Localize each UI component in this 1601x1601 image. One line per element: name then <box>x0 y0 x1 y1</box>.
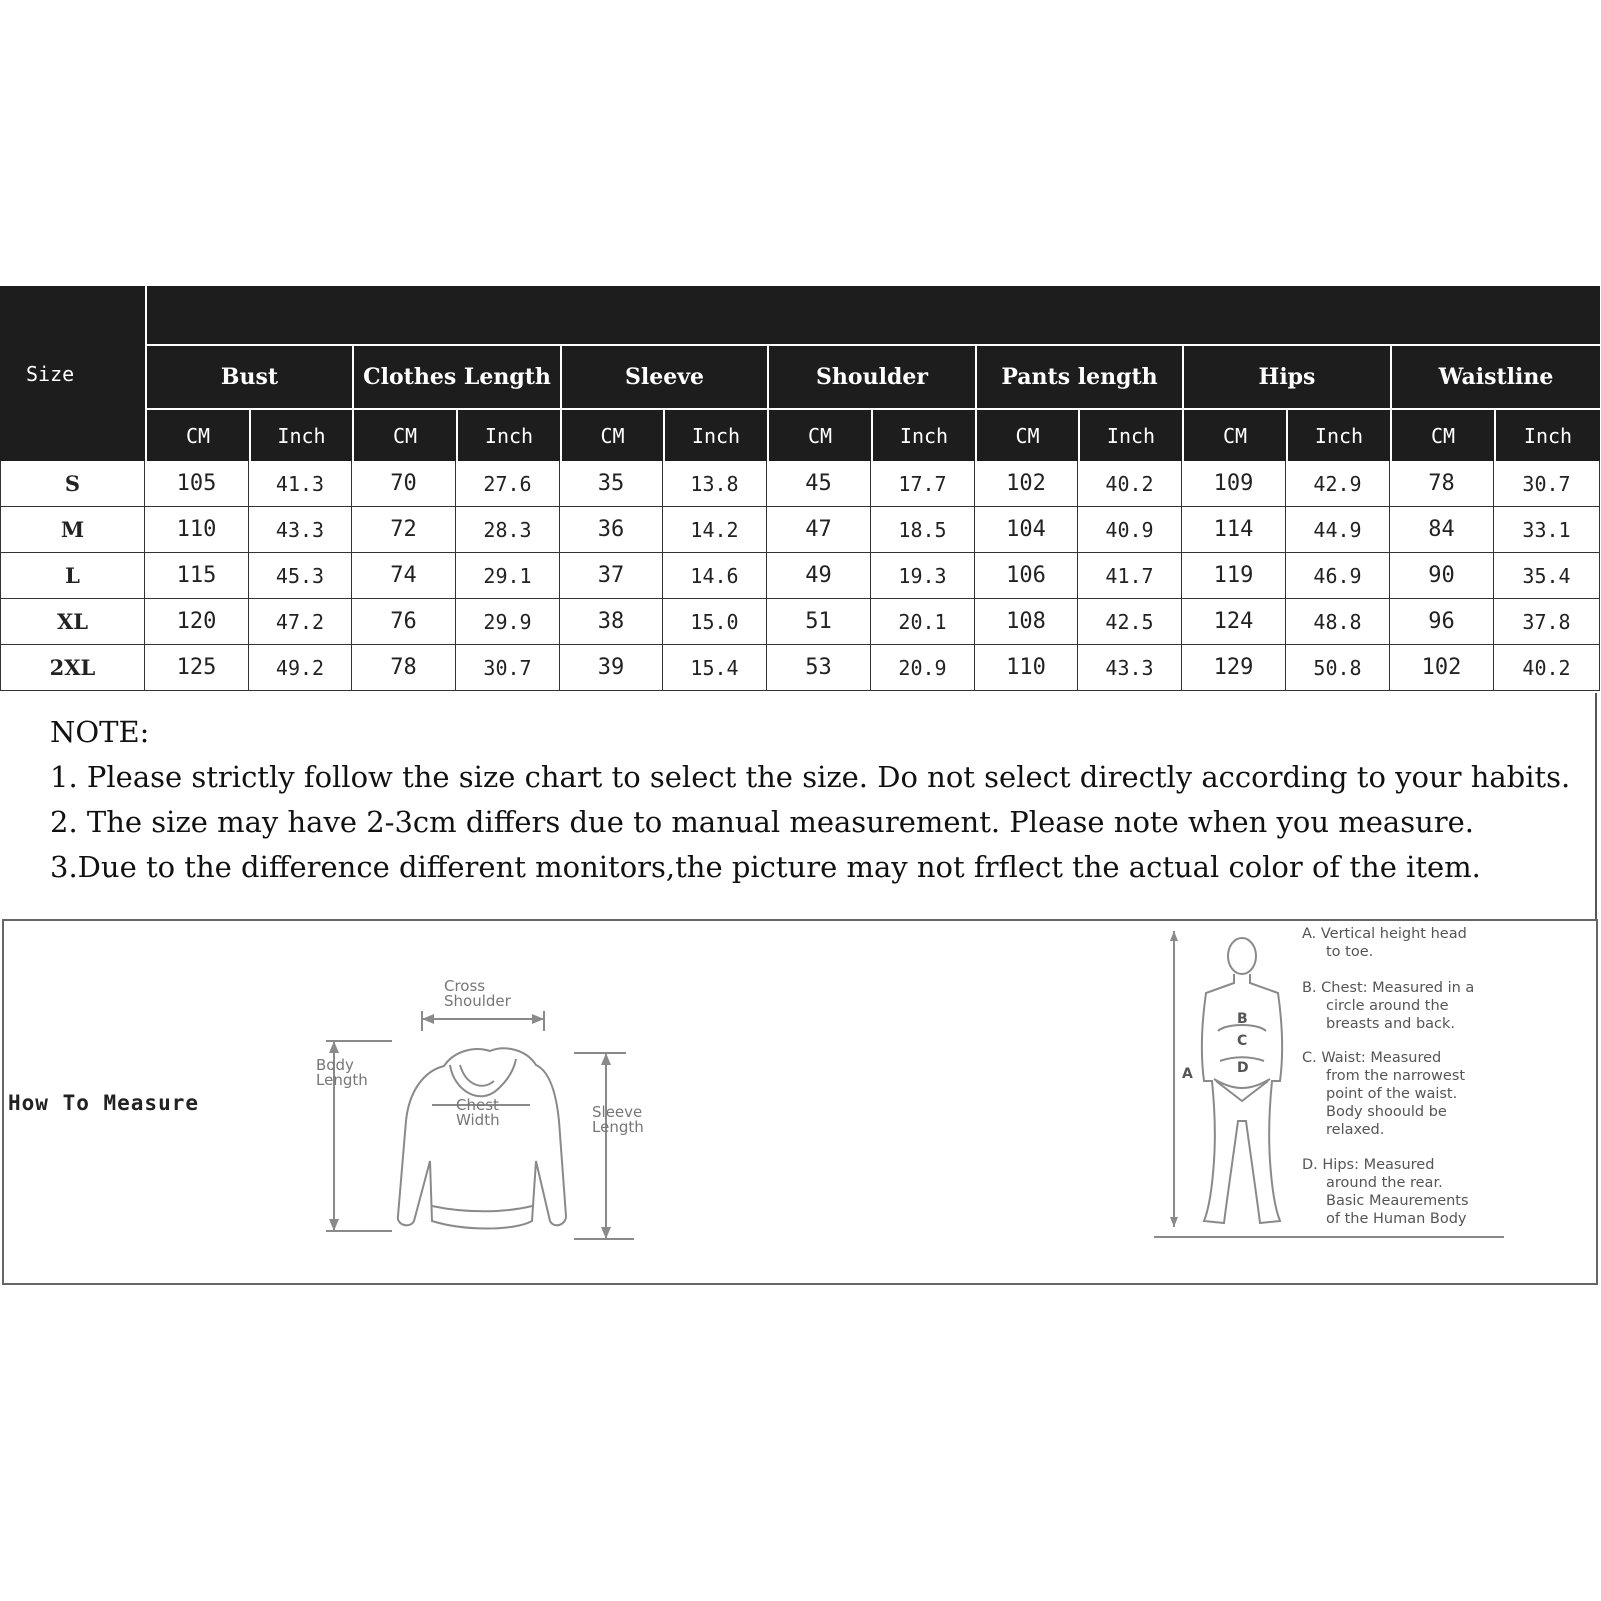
size-label-cell: S <box>0 461 145 507</box>
table-cell: 45 <box>767 461 871 507</box>
legend-item-line: Body shoould be <box>1326 1104 1447 1120</box>
table-cell: 30.7 <box>1494 461 1600 507</box>
table-cell: 14.6 <box>663 553 767 599</box>
size-column-header: Size <box>26 361 75 386</box>
table-cell: 47.2 <box>249 599 352 645</box>
table-cell: 78 <box>1390 461 1494 507</box>
table-cell: 106 <box>975 553 1078 599</box>
table-cell: 90 <box>1390 553 1494 599</box>
unit-header-inch: Inch <box>1286 408 1390 461</box>
column-group-header: Bust <box>145 344 352 408</box>
table-cell: 115 <box>145 553 249 599</box>
unit-header-inch: Inch <box>1078 408 1182 461</box>
table-cell: 15.0 <box>663 599 767 645</box>
unit-header-cm: CM <box>560 408 663 461</box>
table-cell: 102 <box>975 461 1078 507</box>
table-cell: 104 <box>975 507 1078 553</box>
table-cell: 44.9 <box>1286 507 1390 553</box>
unit-header-inch: Inch <box>1494 408 1600 461</box>
table-cell: 36 <box>560 507 663 553</box>
table-cell: 39 <box>560 645 663 691</box>
measure-legend-item <box>1302 925 1532 961</box>
sleeve-length-label: Sleeve Length <box>592 1103 644 1136</box>
table-cell: 20.9 <box>871 645 975 691</box>
measure-legend-item <box>1302 1156 1532 1228</box>
table-cell: 19.3 <box>871 553 975 599</box>
column-group-header: Waistline <box>1390 344 1600 408</box>
table-cell: 53 <box>767 645 871 691</box>
table-cell: 40.2 <box>1078 461 1182 507</box>
unit-header-cm: CM <box>767 408 871 461</box>
body-label-c: C <box>1237 1033 1248 1049</box>
legend-item-heading: A. Vertical height head <box>1302 926 1467 942</box>
table-cell: 29.1 <box>456 553 560 599</box>
unit-header-cm: CM <box>1390 408 1494 461</box>
table-cell: 29.9 <box>456 599 560 645</box>
table-cell: 35.4 <box>1494 553 1600 599</box>
table-cell: 40.2 <box>1494 645 1600 691</box>
legend-item-line: of the Human Body <box>1326 1211 1467 1227</box>
unit-header-inch: Inch <box>456 408 560 461</box>
table-cell: 50.8 <box>1286 645 1390 691</box>
header-top-band <box>145 286 1600 344</box>
body-label-b: B <box>1237 1011 1248 1027</box>
legend-item-heading: B. Chest: Measured in a <box>1302 980 1475 996</box>
unit-header-inch: Inch <box>871 408 975 461</box>
legend-item-line: from the narrowest <box>1326 1068 1466 1084</box>
size-chart-table <box>0 286 1600 693</box>
body-label-d: D <box>1237 1060 1249 1076</box>
how-to-measure-box <box>2 919 1598 1285</box>
table-cell: 30.7 <box>456 645 560 691</box>
body-length-label: Body Length <box>316 1056 368 1089</box>
table-cell: 43.3 <box>249 507 352 553</box>
table-cell: 125 <box>145 645 249 691</box>
unit-header-cm: CM <box>352 408 456 461</box>
legend-item-line: breasts and back. <box>1326 1016 1456 1032</box>
table-cell: 40.9 <box>1078 507 1182 553</box>
chest-width-label: Chest Width <box>456 1096 500 1129</box>
legend-item-line: Basic Meaurements <box>1326 1193 1469 1209</box>
table-cell: 105 <box>145 461 249 507</box>
column-group-header: Sleeve <box>560 344 767 408</box>
table-cell: 84 <box>1390 507 1494 553</box>
table-cell: 74 <box>352 553 456 599</box>
table-cell: 120 <box>145 599 249 645</box>
table-cell: 51 <box>767 599 871 645</box>
table-cell: 109 <box>1182 461 1286 507</box>
table-cell: 124 <box>1182 599 1286 645</box>
table-cell: 49 <box>767 553 871 599</box>
table-cell: 48.8 <box>1286 599 1390 645</box>
table-cell: 37.8 <box>1494 599 1600 645</box>
table-cell: 14.2 <box>663 507 767 553</box>
note-item: 2. The size may have 2-3cm differs due to manual measurement. Please note when you measure. <box>50 805 1475 839</box>
unit-header-inch: Inch <box>663 408 767 461</box>
table-cell: 46.9 <box>1286 553 1390 599</box>
table-cell: 108 <box>975 599 1078 645</box>
note-item: 3.Due to the difference different monitors,the picture may not frflect the actual color of the item. <box>50 850 1481 884</box>
table-cell: 96 <box>1390 599 1494 645</box>
table-cell: 129 <box>1182 645 1286 691</box>
how-to-measure-title: How To Measure <box>8 1091 200 1115</box>
table-cell: 27.6 <box>456 461 560 507</box>
legend-item-heading: D. Hips: Measured <box>1302 1157 1435 1173</box>
notes-section <box>50 710 1590 890</box>
table-cell: 43.3 <box>1078 645 1182 691</box>
table-cell: 72 <box>352 507 456 553</box>
legend-item-line: point of the waist. <box>1326 1086 1458 1102</box>
table-cell: 20.1 <box>871 599 975 645</box>
table-cell: 33.1 <box>1494 507 1600 553</box>
measure-legend-item <box>1302 1049 1532 1139</box>
table-cell: 49.2 <box>249 645 352 691</box>
size-label-cell: XL <box>0 599 145 645</box>
legend-item-line: around the rear. <box>1326 1175 1443 1191</box>
unit-header-cm: CM <box>975 408 1078 461</box>
table-cell: 38 <box>560 599 663 645</box>
table-cell: 45.3 <box>249 553 352 599</box>
size-label-cell: L <box>0 553 145 599</box>
measure-legend-item <box>1302 979 1532 1033</box>
table-cell: 78 <box>352 645 456 691</box>
unit-header-inch: Inch <box>249 408 352 461</box>
table-cell: 70 <box>352 461 456 507</box>
legend-item-heading: C. Waist: Measured <box>1302 1050 1442 1066</box>
legend-item-line: circle around the <box>1326 998 1449 1014</box>
legend-item-line: to toe. <box>1326 944 1374 960</box>
unit-header-cm: CM <box>145 408 249 461</box>
column-group-header: Pants length <box>975 344 1182 408</box>
table-cell: 76 <box>352 599 456 645</box>
table-cell: 47 <box>767 507 871 553</box>
size-label-cell: M <box>0 507 145 553</box>
size-label-cell: 2XL <box>0 645 145 691</box>
note-item: 1. Please strictly follow the size chart to select the size. Do not select directly according to your habits. <box>50 760 1571 794</box>
table-cell: 13.8 <box>663 461 767 507</box>
column-group-header: Hips <box>1182 344 1390 408</box>
table-cell: 17.7 <box>871 461 975 507</box>
table-cell: 42.5 <box>1078 599 1182 645</box>
table-cell: 28.3 <box>456 507 560 553</box>
column-group-header: Shoulder <box>767 344 975 408</box>
table-cell: 110 <box>145 507 249 553</box>
column-group-header: Clothes Length <box>352 344 560 408</box>
table-cell: 37 <box>560 553 663 599</box>
legend-item-line: relaxed. <box>1326 1122 1385 1138</box>
table-cell: 102 <box>1390 645 1494 691</box>
notes-title: NOTE: <box>50 715 150 749</box>
table-cell: 42.9 <box>1286 461 1390 507</box>
cross-shoulder-label: Cross Shoulder <box>444 977 511 1010</box>
table-cell: 35 <box>560 461 663 507</box>
table-cell: 41.3 <box>249 461 352 507</box>
table-cell: 15.4 <box>663 645 767 691</box>
table-cell: 119 <box>1182 553 1286 599</box>
body-label-a: A <box>1182 1066 1193 1082</box>
table-cell: 18.5 <box>871 507 975 553</box>
unit-header-cm: CM <box>1182 408 1286 461</box>
table-cell: 110 <box>975 645 1078 691</box>
table-cell: 114 <box>1182 507 1286 553</box>
table-cell: 41.7 <box>1078 553 1182 599</box>
